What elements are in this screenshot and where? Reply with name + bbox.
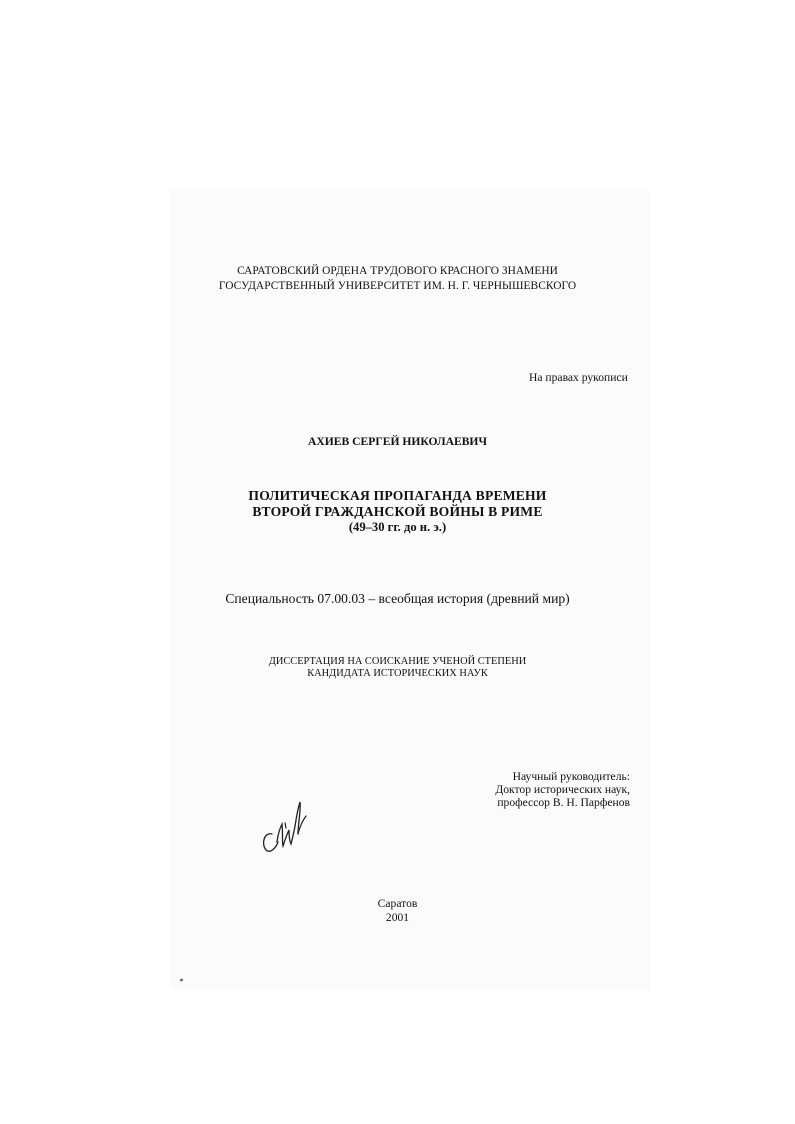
advisor-degree: Доктор исторических наук,: [495, 783, 630, 796]
university-line-2: ГОСУДАРСТВЕННЫЙ УНИВЕРСИТЕТ ИМ. Н. Г. ЧЕРНЫШЕВСКОГО: [218, 280, 577, 292]
advisor-name: профессор В. Н. Парфенов: [497, 796, 630, 809]
specialty-line: Специальность 07.00.03 – всеобщая история (древний мир): [225, 591, 570, 606]
dissertation-title-line-1: ПОЛИТИЧЕСКАЯ ПРОПАГАНДА ВРЕМЕНИ: [248, 488, 547, 503]
university-line-1: САРАТОВСКИЙ ОРДЕНА ТРУДОВОГО КРАСНОГО ЗНАМЕНИ: [237, 265, 558, 277]
advisor-label: Научный руководитель:: [512, 770, 630, 783]
scanned-page-area: [170, 190, 650, 990]
manuscript-rights-note: На правах рукописи: [529, 371, 628, 384]
city: Саратов: [377, 897, 418, 910]
dissertation-title-line-2: ВТОРОЙ ГРАЖДАНСКОЙ ВОЙНЫ В РИМЕ: [252, 504, 543, 519]
dissertation-title-years: (49–30 гг. до н. э.): [348, 520, 447, 534]
author-name: АХИЕВ СЕРГЕЙ НИКОЛАЕВИЧ: [308, 435, 487, 448]
handwritten-signature-icon: [258, 790, 310, 858]
degree-line-1: ДИССЕРТАЦИЯ НА СОИСКАНИЕ УЧЕНОЙ СТЕПЕНИ: [268, 656, 527, 667]
year: 2001: [385, 911, 410, 924]
degree-line-2: КАНДИДАТА ИСТОРИЧЕСКИХ НАУК: [307, 668, 488, 679]
